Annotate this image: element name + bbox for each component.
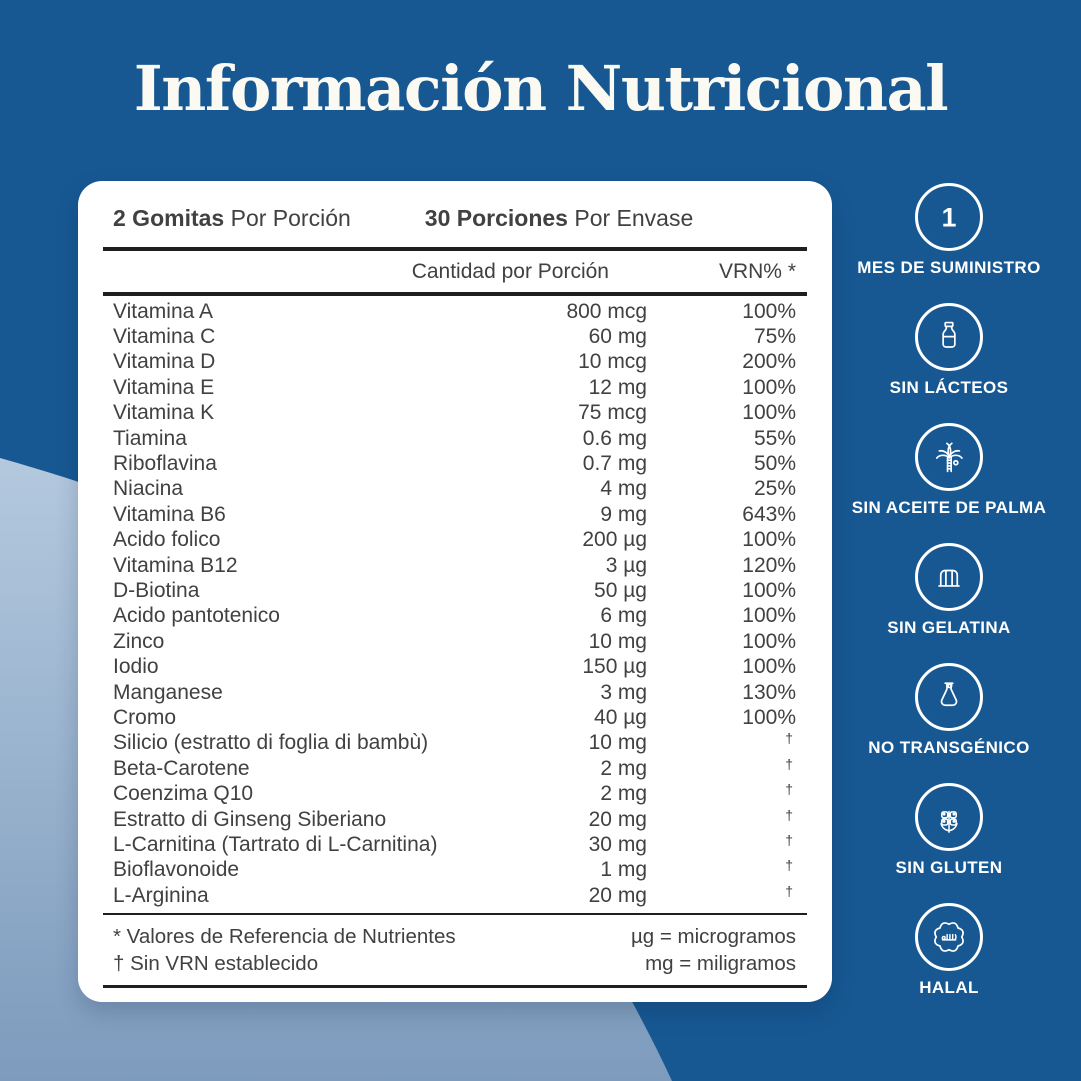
flask-icon: [927, 675, 971, 719]
serving-unit: Por Porción: [224, 205, 351, 231]
badge-supply: [857, 183, 1040, 278]
nutrient-vrn: 75%: [753, 325, 796, 349]
nutrient-row: [103, 883, 807, 908]
badge-dairy-free: [890, 303, 1009, 398]
nutrient-vrn: †: [785, 730, 793, 747]
nutrient-amount: 9 mg: [600, 502, 647, 526]
nutrient-row: [103, 477, 807, 502]
nutrient-row: [103, 350, 807, 375]
badge-circle: [915, 783, 983, 851]
column-headers: [103, 251, 807, 292]
nutrient-amount: 10 mcg: [578, 350, 647, 374]
nutrient-amount: 20 mg: [588, 883, 647, 907]
nutrient-amount: 2 mg: [600, 756, 647, 780]
nutrient-vrn: 55%: [753, 426, 796, 450]
nutrient-vrn: 200%: [742, 350, 796, 374]
nutrient-row: [103, 528, 807, 553]
badge-circle: [915, 183, 983, 251]
nutrient-name: Beta-Carotene: [113, 756, 250, 780]
nutrient-amount: 40 µg: [594, 705, 647, 729]
container-unit: Por Envase: [567, 205, 694, 231]
nutrient-amount: 4 mg: [600, 477, 647, 501]
nutrient-vrn: †: [785, 857, 793, 874]
nutrient-row: [103, 705, 807, 730]
nutrient-amount: 3 µg: [605, 553, 647, 577]
nutrient-amount: 75 mcg: [578, 401, 647, 425]
nutrient-name: Iodio: [113, 655, 159, 679]
column-header-vrn: VRN% *: [718, 259, 796, 283]
nutrient-row: [103, 553, 807, 578]
wheat-icon: [927, 795, 971, 839]
nutrient-row: [103, 426, 807, 451]
nutrient-amount: 10 mg: [588, 629, 647, 653]
container-count: 30 Porciones: [424, 205, 568, 231]
nutrient-name: Estratto di Ginseng Siberiano: [113, 807, 387, 831]
badge-gelatin-free: [887, 543, 1011, 638]
footnotes-left: [103, 923, 456, 977]
nutrient-name: Vitamina C: [113, 325, 216, 349]
nutrient-vrn: 100%: [742, 528, 796, 552]
badge-halal: [915, 903, 983, 998]
servings-per-portion: [113, 205, 351, 232]
badge-label: SIN GLUTEN: [895, 858, 1003, 877]
nutrient-row: [103, 604, 807, 629]
badge-palm-oil-free: [852, 423, 1047, 518]
serving-info: [103, 181, 807, 247]
nutrient-name: Niacina: [113, 477, 184, 501]
nutrient-name: Bioflavonoide: [113, 858, 240, 882]
divider-footnotes-bottom: [103, 985, 807, 988]
nutrient-amount: 200 µg: [582, 528, 647, 552]
nutrient-name: L-Arginina: [113, 883, 209, 907]
nutrient-vrn: 100%: [742, 401, 796, 425]
nutrient-vrn: 100%: [742, 705, 796, 729]
nutrient-row: [103, 629, 807, 654]
nutrition-facts-panel: [78, 181, 832, 1002]
footnote-mg: mg = miligramos: [645, 952, 796, 976]
nutrient-table: [103, 296, 807, 908]
nutrient-row: [103, 578, 807, 603]
nutrient-vrn: †: [785, 882, 793, 899]
nutrient-name: Acido folico: [113, 528, 221, 552]
nutrient-row: [103, 654, 807, 679]
nutrient-name: Zinco: [113, 629, 165, 653]
nutrient-name: Tiamina: [113, 426, 187, 450]
svg-text:1: 1: [941, 202, 957, 233]
nutrient-name: Manganese: [113, 680, 223, 704]
nutrient-row: [103, 756, 807, 781]
footnotes: [103, 915, 807, 985]
nutrient-name: Cromo: [113, 705, 177, 729]
nutrient-name: D-Biotina: [113, 578, 200, 602]
nutrient-vrn: †: [785, 755, 793, 772]
nutrient-row: [103, 451, 807, 476]
nutrient-row: [103, 375, 807, 400]
footnote-mcg: µg = microgramos: [630, 925, 796, 949]
nutrient-name: Acido pantotenico: [113, 604, 280, 628]
nutrient-name: Vitamina E: [113, 375, 215, 399]
nutrient-vrn: 643%: [742, 502, 796, 526]
nutrient-vrn: †: [785, 806, 793, 823]
nutrient-amount: 60 mg: [588, 325, 647, 349]
nutrient-row: [103, 781, 807, 806]
nutrient-vrn: 100%: [742, 629, 796, 653]
nutrient-row: [103, 401, 807, 426]
nutrient-name: Vitamina B12: [113, 553, 238, 577]
nutrient-row: [103, 680, 807, 705]
nutrient-name: Silicio (estratto di foglia di bambù): [113, 731, 429, 755]
badge-circle: [915, 543, 983, 611]
badge-column: [838, 183, 1060, 998]
nutrient-name: Vitamina D: [113, 350, 216, 374]
nutrient-name: Riboflavina: [113, 452, 217, 476]
nutrient-amount: 30 mg: [588, 832, 647, 856]
nutrient-amount: 2 mg: [600, 782, 647, 806]
serving-count: 2 Gomitas: [113, 205, 225, 231]
nutrient-row: [103, 832, 807, 857]
badge-circle: [915, 903, 983, 971]
badge-circle: [915, 663, 983, 731]
nutrient-amount: 6 mg: [600, 604, 647, 628]
nutrient-vrn: 25%: [753, 477, 796, 501]
nutrient-row: [103, 807, 807, 832]
servings-per-container: [425, 205, 693, 232]
nutrient-vrn: 100%: [742, 604, 796, 628]
footnote-vrn-reference: * Valores de Referencia de Nutrientes: [113, 925, 456, 949]
nutrient-amount: 50 µg: [594, 578, 647, 602]
footnote-no-vrn: † Sin VRN establecido: [113, 952, 319, 976]
nutrient-row: [103, 858, 807, 883]
column-header-amount: Cantidad por Porción: [411, 259, 609, 283]
nutrient-row: [103, 324, 807, 349]
nutrient-vrn: 100%: [742, 375, 796, 399]
badge-label: MES DE SUMINISTRO: [857, 258, 1041, 277]
nutrient-vrn: †: [785, 831, 793, 848]
badge-circle: [915, 303, 983, 371]
nutrient-amount: 12 mg: [588, 375, 647, 399]
nutrient-row: [103, 502, 807, 527]
nutrient-vrn: 120%: [742, 553, 796, 577]
nutrient-name: Coenzima Q10: [113, 782, 254, 806]
badge-gluten-free: [896, 783, 1003, 878]
nutrient-vrn: 130%: [742, 680, 796, 704]
nutrient-name: L-Carnitina (Tartrato di L-Carnitina): [113, 832, 438, 856]
badge-non-gmo: [868, 663, 1029, 758]
nutrient-vrn: 50%: [753, 452, 796, 476]
nutrient-name: Vitamina B6: [113, 502, 226, 526]
nutrient-vrn: 100%: [742, 299, 796, 323]
footnotes-right: [631, 923, 807, 977]
nutrient-row: [103, 731, 807, 756]
badge-label: SIN GELATINA: [887, 618, 1011, 637]
nutrient-amount: 0.6 mg: [582, 426, 647, 450]
nutrient-name: Vitamina K: [113, 401, 215, 425]
page-title: Información Nutricional: [133, 52, 948, 125]
nutrient-amount: 0.7 mg: [582, 452, 647, 476]
nutrient-vrn: 100%: [742, 578, 796, 602]
nutrient-vrn: †: [785, 781, 793, 798]
badge-label: NO TRANSGÉNICO: [868, 738, 1030, 757]
nutrient-amount: 150 µg: [582, 655, 647, 679]
nutrient-row: [103, 299, 807, 324]
nutrient-vrn: 100%: [742, 655, 796, 679]
nutrient-amount: 10 mg: [588, 731, 647, 755]
gelatin-icon: [927, 555, 971, 599]
badge-label: SIN ACEITE DE PALMA: [851, 498, 1047, 517]
nutrient-amount: 1 mg: [600, 858, 647, 882]
nutrient-name: Vitamina A: [113, 299, 214, 323]
badge-label: HALAL: [919, 978, 979, 997]
nutrient-amount: 800 mcg: [566, 299, 647, 323]
milk-bottle-icon: [927, 315, 971, 359]
nutrient-amount: 3 mg: [600, 680, 647, 704]
number-one-icon: [926, 194, 972, 240]
badge-label: SIN LÁCTEOS: [889, 378, 1009, 397]
palm-tree-icon: [926, 434, 972, 480]
badge-circle: [915, 423, 983, 491]
halal-seal-icon: [925, 913, 973, 961]
nutrient-amount: 20 mg: [588, 807, 647, 831]
